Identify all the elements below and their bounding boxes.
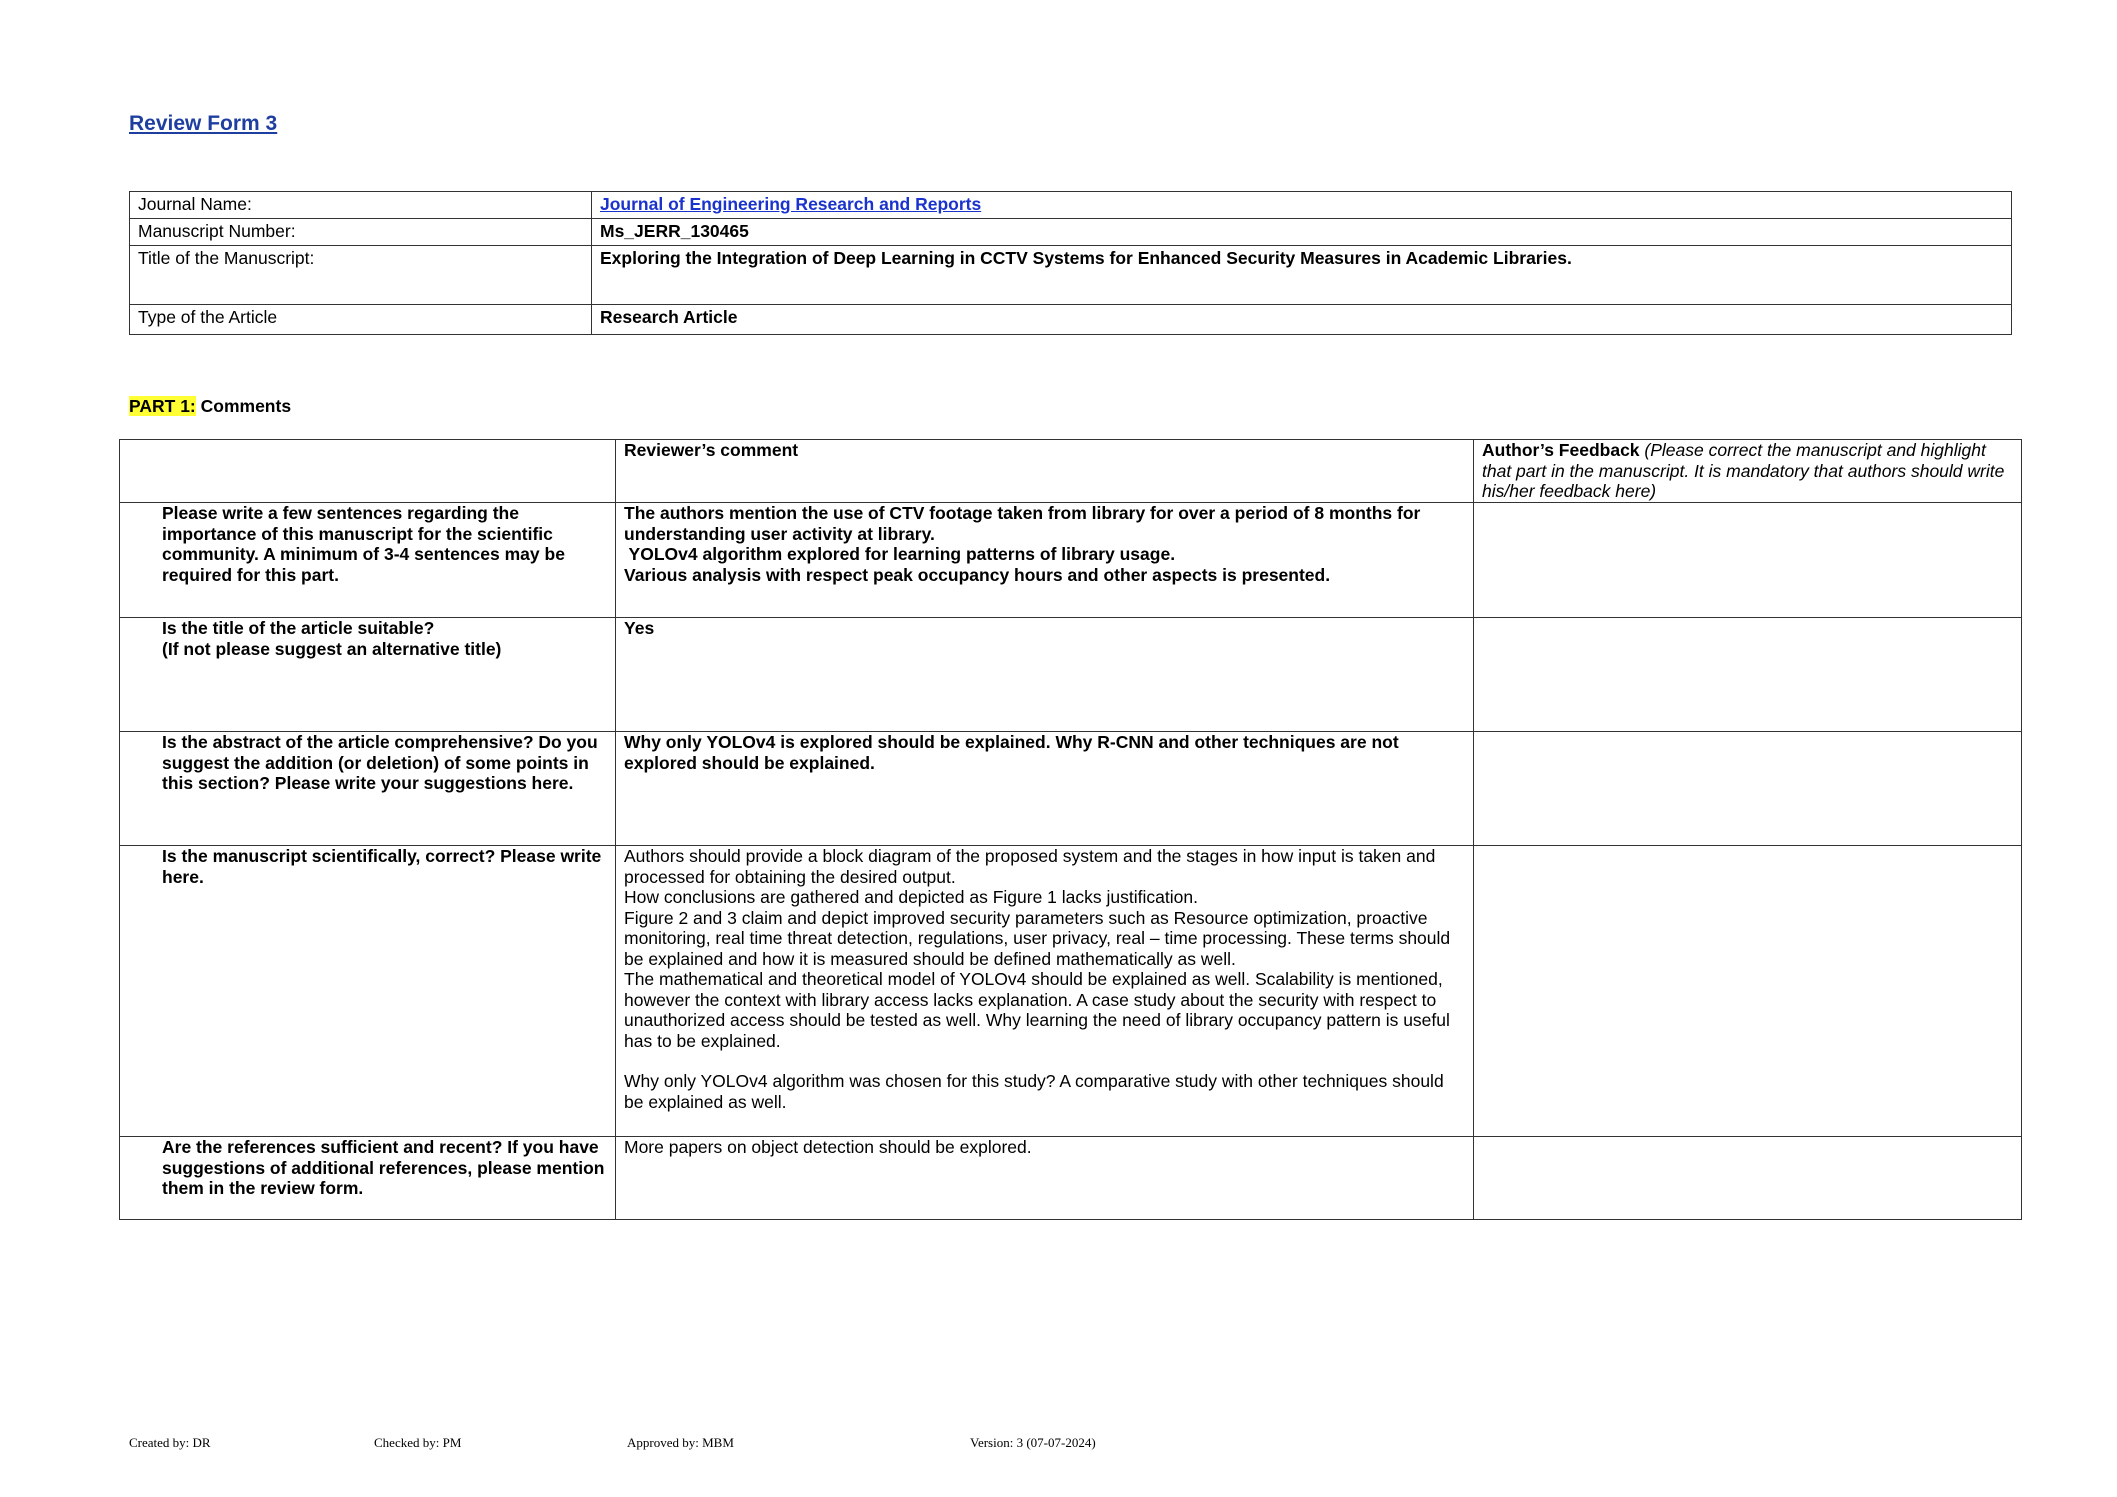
author-feedback-field[interactable] <box>1474 618 2022 732</box>
author-feedback-field[interactable] <box>1474 732 2022 846</box>
form-title: Review Form 3 <box>129 112 278 135</box>
question-3: Is the abstract of the article comprehensive? Do you suggest the addition (or deletion) of some points in this section? Please write your suggestions here. <box>120 732 616 846</box>
question-5: Are the references sufficient and recent? If you have suggestions of additional references, please mention them in the review form. <box>120 1137 616 1220</box>
table-row <box>120 1137 2022 1220</box>
table-row <box>120 618 2022 732</box>
manuscript-info-table <box>129 191 2012 335</box>
footer-approved: Approved by: MBM <box>627 1435 734 1450</box>
question-2: Is the title of the article suitable? (If not please suggest an alternative title) <box>120 618 616 732</box>
answer-2: Yes <box>616 618 1474 732</box>
journal-link[interactable]: Journal of Engineering Research and Reports <box>600 194 982 214</box>
table-row <box>120 846 2022 1137</box>
author-feedback-field[interactable] <box>1474 846 2022 1137</box>
author-feedback-field[interactable] <box>1474 503 2022 618</box>
question-4: Is the manuscript scientifically, correct? Please write here. <box>120 846 616 1137</box>
footer-checked: Checked by: PM <box>374 1435 462 1450</box>
answer-1: The authors mention the use of CTV footage taken from library for over a period of 8 months for understanding user activity at library. YOLOv4 algorithm explored for learning patterns of library usage. Various analysis with respect peak occupancy hours and other aspects is presented. <box>616 503 1474 618</box>
answer-4: Authors should provide a block diagram of the proposed system and the stages in how input is taken and processed for obtaining the desired output. How conclusions are gathered and depicted as Figure 1 lacks justification. Figure 2 and 3 claim and depict improved security parameters such as Resource optimization, proactive monitoring, real time threat detection, regulations, user privacy, real – time processing. These terms should be explained and how it is measured should be defined mathematically as well. The mathematical and theoretical model of YOLOv4 should be explained as well. Scalability is mentioned, however the context with library access lacks explanation. A case study about the security with respect to unauthorized access should be tested as well. Why learning the need of library occupancy pattern is useful has to be explained. Why only YOLOv4 algorithm was chosen for this study? A comparative study with other techniques should be explained as well. <box>616 846 1474 1137</box>
part-suffix: Comments <box>195 396 292 416</box>
reviewer-comment-header: Reviewer’s comment <box>616 440 1474 503</box>
author-feedback-field[interactable] <box>1474 1137 2022 1220</box>
table-row <box>120 440 2022 503</box>
article-type-label: Type of the Article <box>130 305 592 335</box>
answer-5: More papers on object detection should be explored. <box>616 1137 1474 1220</box>
question-1: Please write a few sentences regarding the importance of this manuscript for the scientific community. A minimum of 3-4 sentences may be required for this part. <box>120 503 616 618</box>
author-feedback-header: Author’s Feedback (Please correct the manuscript and highlight that part in the manuscript. It is mandatory that authors should write his/her feedback here) <box>1474 440 2022 503</box>
table-row <box>120 503 2022 618</box>
part-label: PART 1: <box>129 396 196 416</box>
journal-label: Journal Name: <box>130 192 592 219</box>
comments-table <box>119 439 2022 1220</box>
article-type-value: Research Article <box>592 305 2012 335</box>
answer-3: Why only YOLOv4 is explored should be explained. Why R-CNN and other techniques are not explored should be explained. <box>616 732 1474 846</box>
manuscript-title-label: Title of the Manuscript: <box>130 246 592 305</box>
manuscript-title-value: Exploring the Integration of Deep Learning in CCTV Systems for Enhanced Security Measures in Academic Libraries. <box>592 246 2012 305</box>
part-heading <box>129 396 291 417</box>
footer-version: Version: 3 (07-07-2024) <box>970 1435 1096 1450</box>
footer-created: Created by: DR <box>129 1435 211 1450</box>
manuscript-number-value: Ms_JERR_130465 <box>592 219 2012 246</box>
table-row <box>120 732 2022 846</box>
manuscript-number-label: Manuscript Number: <box>130 219 592 246</box>
